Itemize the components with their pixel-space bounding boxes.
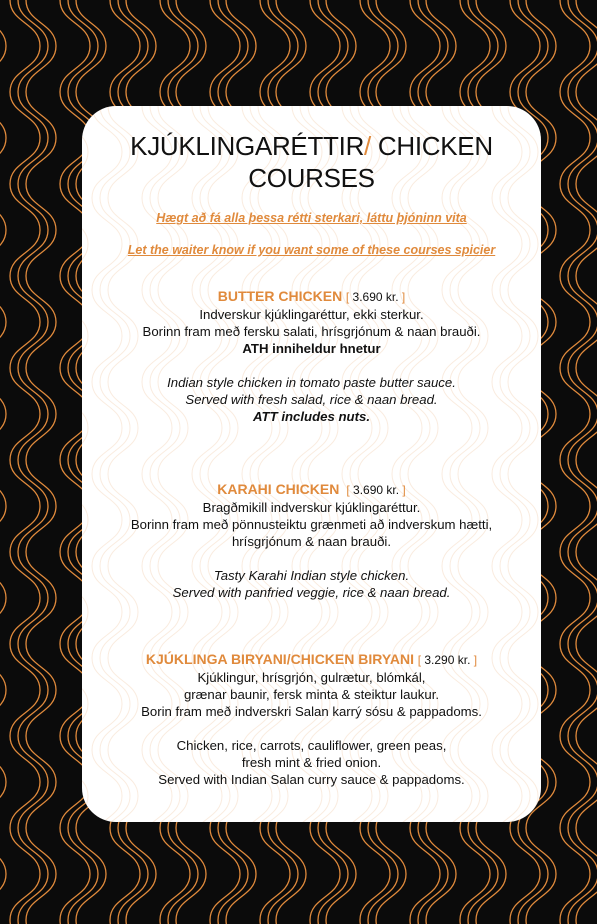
wave-line bbox=[568, 0, 597, 924]
menu-content bbox=[82, 106, 541, 788]
menu-card bbox=[82, 106, 541, 822]
dish-heading bbox=[82, 288, 541, 306]
page-title bbox=[82, 130, 541, 194]
wave-line bbox=[576, 0, 597, 924]
title-slash: / bbox=[364, 131, 371, 161]
dish-description-en: Chicken, rice, carrots, cauliflower, green peas, bbox=[176, 738, 447, 753]
dish-karahi-chicken bbox=[82, 481, 541, 601]
wave-line bbox=[10, 0, 40, 924]
dish-description-en: Served with panfried veggie, rice & naan bread. bbox=[172, 585, 451, 600]
title-english-line2: COURSES bbox=[248, 163, 375, 193]
dish-description-is: hrísgrjónum & naan brauði. bbox=[231, 534, 392, 549]
dish-description-en: Tasty Karahi Indian style chicken. bbox=[213, 568, 410, 583]
dish-description-en: Served with fresh salad, rice & naan bread. bbox=[185, 392, 438, 407]
allergy-note-is: ATH inniheldur hnetur bbox=[242, 341, 381, 356]
dish-description-en: fresh mint & fried onion. bbox=[241, 755, 382, 770]
dish-name: KARAHI CHICKEN bbox=[217, 481, 340, 497]
spicier-note-english: Let the waiter know if you want some of these courses spicier bbox=[127, 243, 496, 257]
dish-price: [ 3.690 kr. ] bbox=[345, 290, 406, 304]
dish-butter-chicken bbox=[82, 288, 541, 425]
dish-description-en: Indian style chicken in tomato paste butter sauce. bbox=[167, 375, 456, 390]
dish-description-is: Indverskur kjúklingaréttur, ekki sterkur. bbox=[199, 307, 424, 322]
title-english: CHICKEN bbox=[370, 131, 493, 161]
dish-description-is: Borinn fram með pönnusteiktu grænmeti að indverskum hætti, bbox=[130, 517, 493, 532]
dish-price: [ 3.290 kr. ] bbox=[417, 653, 478, 667]
title-icelandic: KJÚKLINGARÉTTIR bbox=[130, 131, 365, 161]
allergy-note-en: ATT includes nuts. bbox=[253, 409, 370, 424]
dish-description-en: Served with Indian Salan curry sauce & pappadoms. bbox=[158, 772, 465, 787]
dish-price: [ 3.690 kr. ] bbox=[346, 483, 406, 497]
dish-heading bbox=[82, 481, 541, 499]
dish-description-is: Kjúklingur, hrísgrjón, gulrætur, blómkál, bbox=[197, 670, 426, 685]
dish-description-is: grænar baunir, fersk minta & steiktur laukur. bbox=[183, 687, 440, 702]
dish-name: BUTTER CHICKEN bbox=[217, 288, 343, 304]
dish-heading bbox=[82, 651, 541, 669]
dish-name: KJÚKLINGA BIRYANI/CHICKEN BIRYANI bbox=[145, 651, 415, 667]
dish-description-is: Borin fram með indverskri Salan karrý sósu & pappadoms. bbox=[141, 704, 482, 719]
spicier-note-icelandic: Hægt að fá alla þessa rétti sterkari, láttu þjóninn vita bbox=[156, 211, 467, 225]
dish-description-is: Bragðmikill indverskur kjúklingaréttur. bbox=[202, 500, 421, 515]
wave-line bbox=[0, 0, 6, 924]
wave-line bbox=[26, 0, 56, 924]
wave-line bbox=[18, 0, 48, 924]
dish-description-is: Borinn fram með fersku salati, hrísgrjónum & naan brauði. bbox=[142, 324, 481, 339]
wave-line bbox=[560, 0, 590, 924]
dish-chicken-biryani bbox=[82, 651, 541, 788]
